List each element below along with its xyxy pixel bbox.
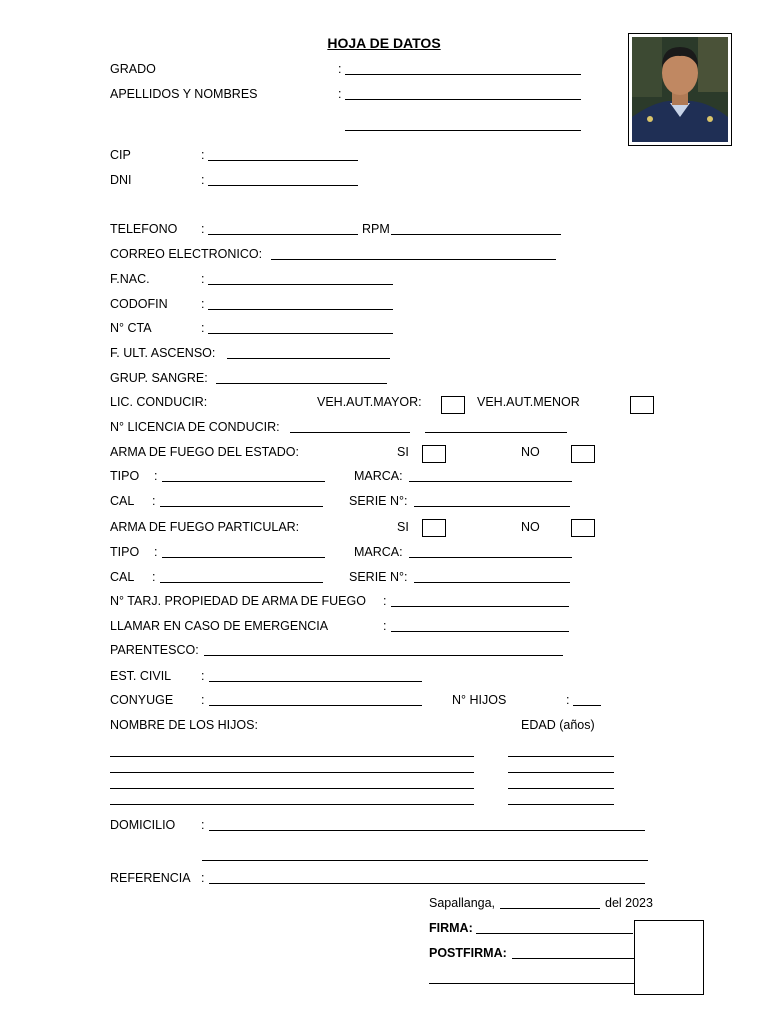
postfirma-field[interactable] bbox=[512, 958, 634, 959]
armaestado-no-checkbox[interactable] bbox=[571, 445, 595, 463]
postfirma-label: POSTFIRMA: bbox=[429, 946, 507, 960]
vehmayor-label: VEH.AUT.MAYOR: bbox=[317, 395, 422, 409]
tipo2-label: TIPO bbox=[110, 545, 140, 559]
tipo-label: TIPO bbox=[110, 469, 140, 483]
telefono-field[interactable] bbox=[208, 234, 358, 235]
llamar-field[interactable] bbox=[391, 631, 569, 632]
serie-field[interactable] bbox=[414, 506, 570, 507]
hijo-nombre-field-1[interactable] bbox=[110, 756, 474, 757]
armapart-si-checkbox[interactable] bbox=[422, 519, 446, 537]
dni-colon: : bbox=[201, 173, 205, 187]
cal2-colon: : bbox=[152, 570, 156, 584]
marca-label: MARCA: bbox=[354, 469, 403, 483]
fingerprint-box bbox=[634, 920, 704, 995]
referencia-colon: : bbox=[201, 871, 205, 885]
apellidos-field[interactable] bbox=[345, 99, 581, 100]
year-label: del 2023 bbox=[605, 896, 653, 910]
armapart-no-label: NO bbox=[521, 520, 540, 534]
llamar-label: LLAMAR EN CASO DE EMERGENCIA bbox=[110, 619, 329, 633]
nhijos-field[interactable] bbox=[573, 705, 601, 706]
hijo-nombre-field-4[interactable] bbox=[110, 804, 474, 805]
apellidos-label: APELLIDOS Y NOMBRES bbox=[110, 87, 258, 101]
marca2-label: MARCA: bbox=[354, 545, 403, 559]
conyuge-colon: : bbox=[201, 693, 205, 707]
page-title: HOJA DE DATOS bbox=[327, 35, 441, 51]
nlic-label: N° LICENCIA DE CONDUCIR: bbox=[110, 420, 280, 434]
nhijos-colon: : bbox=[566, 693, 570, 707]
person-photo-icon bbox=[632, 37, 728, 142]
hijo-nombre-field-2[interactable] bbox=[110, 772, 474, 773]
ntarj-colon: : bbox=[383, 594, 387, 608]
domicilio-label: DOMICILIO bbox=[110, 818, 176, 832]
cal-label: CAL bbox=[110, 494, 135, 508]
vehmenor-label: VEH.AUT.MENOR bbox=[477, 395, 580, 409]
lic-label: LIC. CONDUCIR: bbox=[110, 395, 208, 409]
dni-field[interactable] bbox=[208, 185, 358, 186]
referencia-label: REFERENCIA bbox=[110, 871, 191, 885]
serie-label: SERIE N°: bbox=[349, 494, 408, 508]
ntarj-label: N° TARJ. PROPIEDAD DE ARMA DE FUEGO bbox=[110, 594, 366, 608]
estcivil-field[interactable] bbox=[209, 681, 422, 682]
vehmenor-checkbox[interactable] bbox=[630, 396, 654, 414]
conyuge-field[interactable] bbox=[209, 705, 422, 706]
ntarj-field[interactable] bbox=[391, 606, 569, 607]
firma-field[interactable] bbox=[476, 933, 633, 934]
date-field[interactable] bbox=[500, 908, 600, 909]
armaestado-no-label: NO bbox=[521, 445, 540, 459]
id-photo bbox=[628, 33, 732, 146]
armaestado-label: ARMA DE FUEGO DEL ESTADO: bbox=[110, 445, 299, 459]
cal2-field[interactable] bbox=[160, 582, 323, 583]
hijo-nombre-field-3[interactable] bbox=[110, 788, 474, 789]
cal-field[interactable] bbox=[160, 506, 323, 507]
parentesco-field[interactable] bbox=[204, 655, 563, 656]
nombrehijos-label: NOMBRE DE LOS HIJOS: bbox=[110, 718, 258, 732]
ncta-label: N° CTA bbox=[110, 321, 152, 335]
tipo-field[interactable] bbox=[162, 481, 325, 482]
telefono-colon: : bbox=[201, 222, 205, 236]
armapart-si-label: SI bbox=[397, 520, 409, 534]
cip-field[interactable] bbox=[208, 160, 358, 161]
grup-label: GRUP. SANGRE: bbox=[110, 371, 208, 385]
cip-colon: : bbox=[201, 148, 205, 162]
codofin-field[interactable] bbox=[208, 309, 393, 310]
hijo-edad-field-4[interactable] bbox=[508, 804, 614, 805]
armaestado-si-label: SI bbox=[397, 445, 409, 459]
estcivil-label: EST. CIVIL bbox=[110, 669, 172, 683]
referencia-field[interactable] bbox=[209, 883, 645, 884]
armapart-label: ARMA DE FUEGO PARTICULAR: bbox=[110, 520, 300, 534]
domicilio-field[interactable] bbox=[209, 830, 645, 831]
llamar-colon: : bbox=[383, 619, 387, 633]
correo-field[interactable] bbox=[271, 259, 556, 260]
grado-label: GRADO bbox=[110, 62, 156, 76]
fult-label: F. ULT. ASCENSO: bbox=[110, 346, 216, 360]
armaestado-si-checkbox[interactable] bbox=[422, 445, 446, 463]
domicilio-colon: : bbox=[201, 818, 205, 832]
parentesco-label: PARENTESCO: bbox=[110, 643, 199, 657]
marca-field[interactable] bbox=[409, 481, 572, 482]
conyuge-label: CONYUGE bbox=[110, 693, 174, 707]
tipo-colon: : bbox=[154, 469, 158, 483]
grado-colon: : bbox=[338, 62, 342, 76]
nlic-field-2[interactable] bbox=[425, 432, 567, 433]
signature-line[interactable] bbox=[429, 983, 634, 984]
cip-label: CIP bbox=[110, 148, 131, 162]
tipo2-field[interactable] bbox=[162, 557, 325, 558]
hijo-edad-field-1[interactable] bbox=[508, 756, 614, 757]
nlic-field[interactable] bbox=[290, 432, 410, 433]
domicilio-field-2[interactable] bbox=[202, 860, 648, 861]
correo-label: CORREO ELECTRONICO: bbox=[110, 247, 263, 261]
edad-label: EDAD (años) bbox=[521, 718, 595, 732]
serie2-label: SERIE N°: bbox=[349, 570, 408, 584]
fult-field[interactable] bbox=[227, 358, 390, 359]
codofin-colon: : bbox=[201, 297, 205, 311]
firma-label: FIRMA: bbox=[429, 921, 473, 935]
grado-field[interactable] bbox=[345, 74, 581, 75]
apellidos-field-2[interactable] bbox=[345, 130, 581, 131]
ncta-field[interactable] bbox=[208, 333, 393, 334]
estcivil-colon: : bbox=[201, 669, 205, 683]
vehmayor-checkbox[interactable] bbox=[441, 396, 465, 414]
cal-colon: : bbox=[152, 494, 156, 508]
marca2-field[interactable] bbox=[409, 557, 572, 558]
telefono-label: TELEFONO bbox=[110, 222, 178, 236]
codofin-label: CODOFIN bbox=[110, 297, 168, 311]
ncta-colon: : bbox=[201, 321, 205, 335]
hijo-edad-field-2[interactable] bbox=[508, 772, 614, 773]
apellidos-colon: : bbox=[338, 87, 342, 101]
nhijos-label: N° HIJOS bbox=[452, 693, 507, 707]
grup-field[interactable] bbox=[216, 383, 387, 384]
fnac-field[interactable] bbox=[208, 284, 393, 285]
cal2-label: CAL bbox=[110, 570, 135, 584]
rpm-label: RPM bbox=[362, 222, 390, 236]
rpm-field[interactable] bbox=[391, 234, 561, 235]
dni-label: DNI bbox=[110, 173, 132, 187]
fnac-colon: : bbox=[201, 272, 205, 286]
tipo2-colon: : bbox=[154, 545, 158, 559]
hijo-edad-field-3[interactable] bbox=[508, 788, 614, 789]
armapart-no-checkbox[interactable] bbox=[571, 519, 595, 537]
fnac-label: F.NAC. bbox=[110, 272, 150, 286]
place-label: Sapallanga, bbox=[429, 896, 496, 910]
serie2-field[interactable] bbox=[414, 582, 570, 583]
